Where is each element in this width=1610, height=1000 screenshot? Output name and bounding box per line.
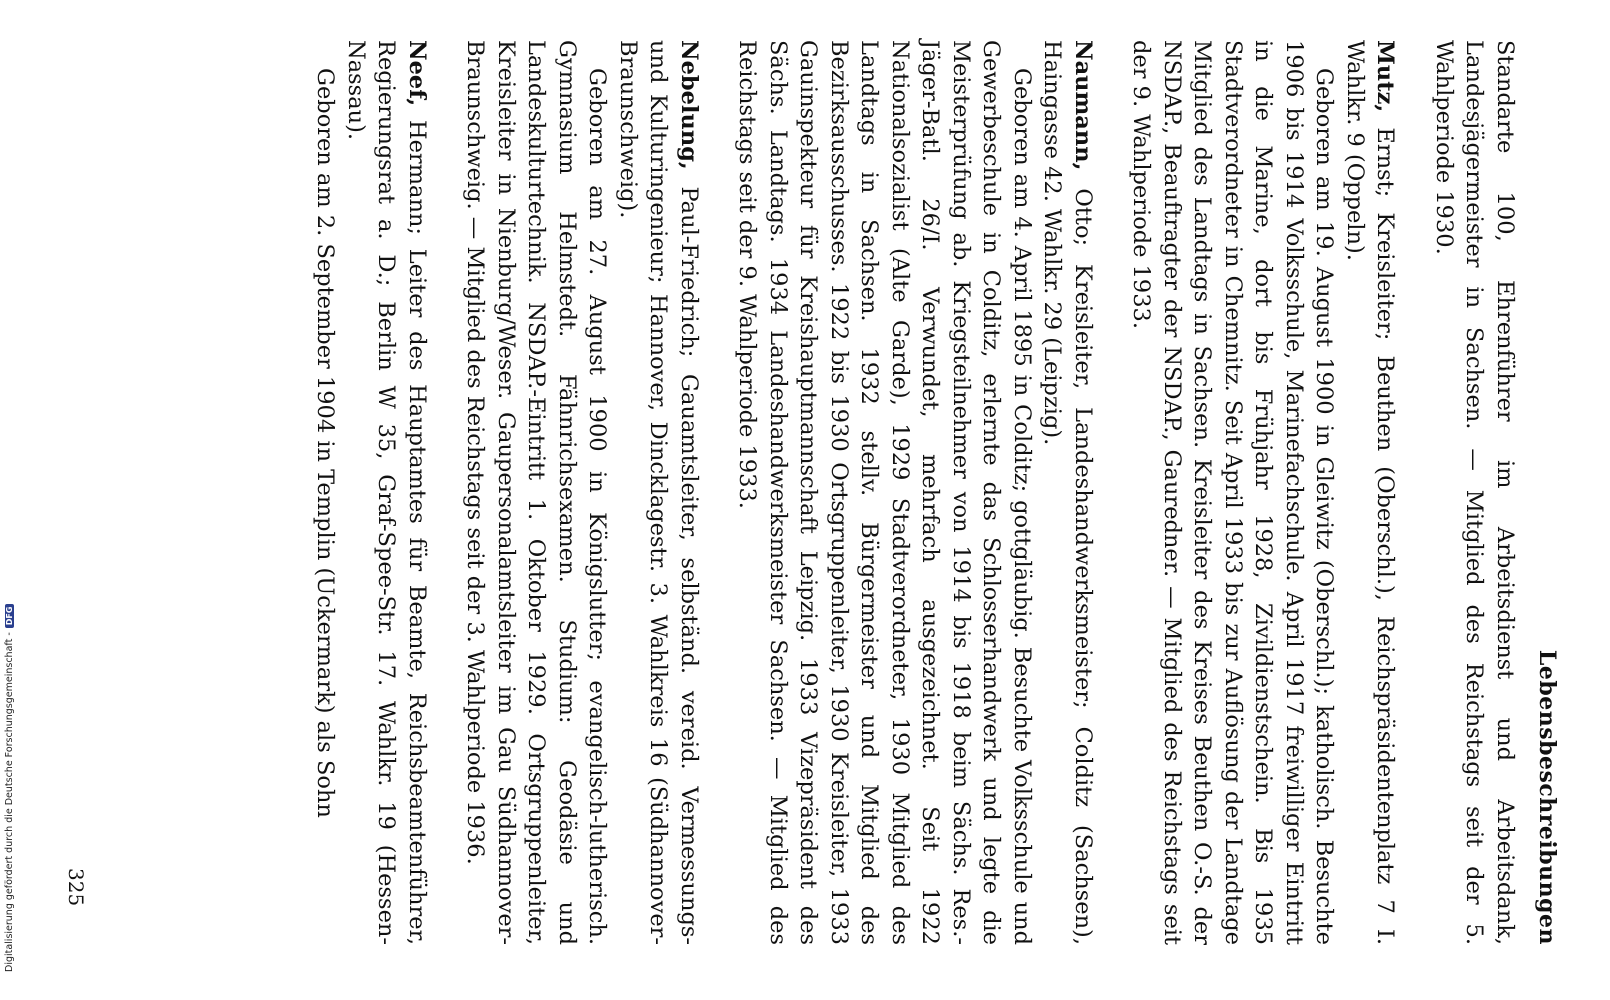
page-number: 325 bbox=[64, 868, 88, 907]
dfg-logo: DFG bbox=[5, 604, 14, 629]
entry-neef bbox=[310, 40, 432, 945]
entry-naumann bbox=[732, 40, 1098, 945]
entry-continued bbox=[1429, 40, 1521, 945]
entry-paragraph: Standarte 100, Ehrenführer im Arbeitsdienst und Arbeitsdank, Landesjägermeister in Sachsen. — Mitglied des Reichstags seit der 5. Wahlperiode 1930. bbox=[1431, 40, 1518, 945]
entry-paragraph: Geboren am 19. August 1900 in Gleiwitz (Oberschl.); katholisch. Besuchte 1906 bis 1914 Volksschule, Marinefachschule. April 1917 freiwilliger Eintritt in die Marine, dort bis Frühjahr 1928, Zivildienstschein. Bis 1935 Stadtverordneter in Chemnitz. Seit April 1933 bis zur Auflösung der Landtage Mitglied des Landtags in Sachsen. Kreisleiter des Kreises Beuthen O.-S. der NSDAP., Beauftragter der NSDAP., Gauredner. — Mitglied des Reichstags seit der 9. Wahlperiode 1933. bbox=[1128, 40, 1338, 945]
running-head: Lebensbeschreibungen bbox=[1534, 649, 1560, 945]
entry-paragraph: Geboren am 2. September 1904 in Templin (Uckermark) als Sohn bbox=[312, 68, 339, 818]
entry-name: Neef, bbox=[404, 40, 430, 107]
entry-header bbox=[1340, 40, 1401, 945]
entry-paragraph: Geboren am 4. April 1895 in Colditz; gottgläubig. Besuchte Volksschule und Gewerbeschule in Colditz, erlernte das Schlosserhandwerk und legte die Meisterprüfung ab. Kriegsteilnehmer von 1914 bis 1918 beim Sächs. Res.-Jäger-Batl. 26/I. Verwundet, mehrfach ausgezeichnet. Seit 1922 Nationalsozialist (Alte Garde), 1929 Stadtverordneter, 1930 Mitglied des Landtags in Sachsen. 1932 stellv. Bürgermeister und Mitglied des Bezirksausschusses. 1922 bis 1930 Ortsgruppenleiter, 1930 Kreisleiter, 1933 Gauinspekteur für Kreishauptmannschaft Leipzig. 1933 Vizepräsident des Sächs. Landtags. 1934 Landeshandwerksmeister Sachsen. — Mitglied des Reichstags seit der 9. Wahlperiode 1933. bbox=[734, 40, 1035, 945]
text-column bbox=[282, 40, 1520, 945]
entry-mutz bbox=[1126, 40, 1401, 945]
entry-paragraph: Geboren am 27. August 1900 in Königslutter; evangelisch-lutherisch. Gymnasium Helmstedt. Fähnrichsexamen. Studium: Geodäsie und Landeskulturtechnik. NSDAP.-Eintritt 1. Oktober 1929. Ortsgruppenleiter, Kreisleiter in Nienburg/Weser. Gaupersonalamtsleiter im Gau Südhannover-Braunschweig. — Mitglied des Reichstags seit der 3. Wahlperiode 1936. bbox=[462, 40, 611, 945]
entry-details: Otto; Kreisleiter, Landeshandwerksmeister; Colditz (Sachsen), Haingasse 42. Wahlkr. 29 (Leipzig). bbox=[1039, 40, 1096, 945]
entry-name: Nebelung, bbox=[676, 40, 702, 170]
entry-details: Hermann; Leiter des Hauptamtes für Beamte, Reichsbeamtenführer, Regierungsrat a. D.; Berlin W 35, Graf-Spee-Str. 17. Wahlkr. 19 (Hessen-Nassau). bbox=[343, 40, 430, 946]
entry-name: Mutz, bbox=[1372, 40, 1399, 113]
digitization-note-text: Digitalisierung gefördert durch die Deutsche Forschungsgemeinschaft - bbox=[4, 632, 15, 972]
entry-header bbox=[613, 40, 705, 945]
entry-details: Paul-Friedrich; Gauamtsleiter, selbständ. vereid. Vermessungs- und Kulturingenieur; Hannover, Dincklagestr. 3. Wahlkreis 16 (Südhannover-Braunschweig). bbox=[615, 40, 702, 945]
entry-nebelung bbox=[460, 40, 704, 945]
page-header bbox=[1528, 40, 1560, 945]
entry-name: Naumann, bbox=[1070, 40, 1096, 171]
entry-header bbox=[1037, 40, 1098, 945]
digitization-note bbox=[0, 0, 22, 1000]
scanned-page bbox=[312, 40, 1560, 980]
entry-details: Ernst; Kreisleiter; Beuthen (Oberschl.), Reichspräsidentenplatz 7 I. Wahlkr. 9 (Oppeln). bbox=[1342, 40, 1399, 945]
entry-header bbox=[341, 40, 433, 945]
